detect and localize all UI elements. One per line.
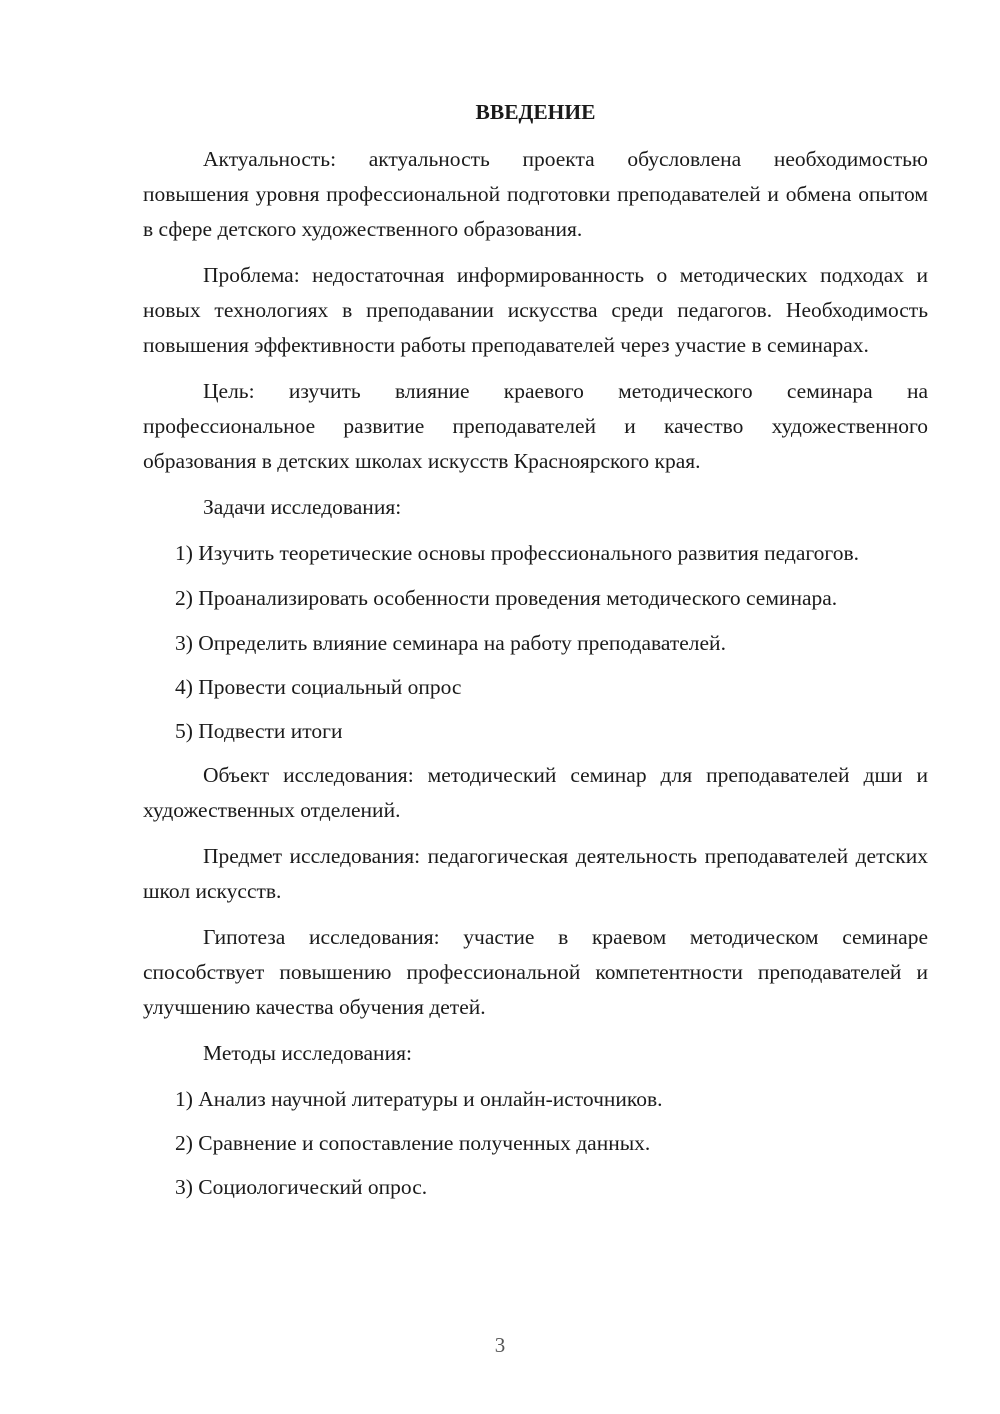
methods-heading: Методы исследования: [203,1041,412,1065]
task-item-2: 2) Проанализировать особенности проведения методического семинара. [175,586,838,610]
tasks-heading: Задачи исследования: [203,495,402,519]
relevance-paragraph: Актуальность: актуальность проекта обусловлена необходимостью повышения уровня профессиональной подготовки преподавателей и обмена опытом в сфере детского художественного образования. [143,147,928,241]
document-page [143,95,928,1214]
goal-paragraph: Цель: изучить влияние краевого методического семинара на профессиональное развитие преподавателей и качество художественного образования в детских школах искусств Красноярского края. [143,379,928,473]
hypothesis-paragraph: Гипотеза исследования: участие в краевом методическом семинаре способствует повышению профессиональной компетентности преподавателей и улучшению качества обучения детей. [143,925,928,1019]
task-item-5: 5) Подвести итоги [175,719,343,743]
task-item-4: 4) Провести социальный опрос [175,675,462,699]
page-number: 3 [494,1333,506,1357]
problem-paragraph: Проблема: недостаточная информированность о методических подходах и новых технологиях в преподавании искусства среди педагогов. Необходимость повышения эффективности работы преподавателей через участие в семинарах. [143,263,928,357]
method-item-1: 1) Анализ научной литературы и онлайн-источников. [175,1087,663,1111]
object-paragraph: Объект исследования: методический семинар для преподавателей дши и художественных отделений. [143,763,928,822]
method-item-3: 3) Социологический опрос. [175,1175,428,1199]
document-title: ВВЕДЕНИЕ [475,100,596,124]
subject-paragraph: Предмет исследования: педагогическая деятельность преподавателей детских школ искусств. [143,844,928,903]
task-item-3: 3) Определить влияние семинара на работу преподавателей. [175,631,726,655]
task-item-1: 1) Изучить теоретические основы профессионального развития педагогов. [175,541,859,565]
method-item-2: 2) Сравнение и сопоставление полученных данных. [175,1131,651,1155]
